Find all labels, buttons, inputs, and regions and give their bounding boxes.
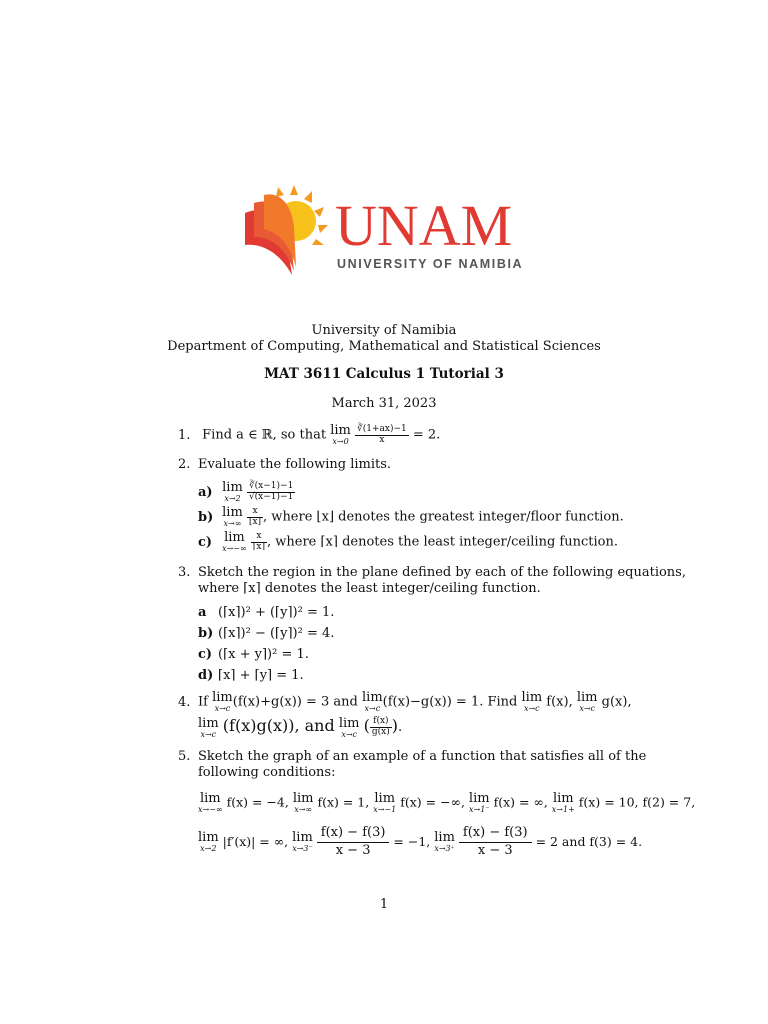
question-1: 1. Find a ∈ ℝ, so that lim x→0 $\frac{∛(1+ax)-1}{x}$ = 2. — [178, 423, 441, 446]
fraction: $\frac{∛(1+ax)-1}{x}$ — [357, 423, 407, 445]
question-3d: d) ⌈x⌉ + ⌈y⌉ = 1. — [198, 668, 304, 683]
question-5: 5. Sketch the graph of an example of a function that satisfies all of the — [178, 749, 647, 764]
question-3c: c) (⌈x + y⌉)² = 1. — [198, 647, 309, 662]
department-name: Department of Computing, Mathematical and Statistical Sciences — [167, 339, 601, 354]
question-5-conditions-row2: lim x→2 |f′(x)| = ∞, lim x→3⁻ $\frac{f(x) - f(3)}{x - 3}$ = −1, lim x→3⁺ $\frac{f(x) - f(3)}{x - 3}$ = 2 and f(3) = 4. — [198, 825, 643, 858]
limit: lim x→0 — [330, 423, 351, 446]
question-5-line2: following conditions: — [198, 765, 336, 780]
tutorial-date: March 31, 2023 — [331, 396, 437, 411]
question-5-conditions-row1: lim x→−∞ f(x) = −4, lim x→∞ f(x) = 1, lim x→−1 f(x) = −∞, lim x→1⁻ f(x) = ∞, lim x→1+ f(x) = 10, f(2) = 7, — [198, 791, 696, 814]
tutorial-title: MAT 3611 Calculus 1 Tutorial 3 — [264, 366, 504, 382]
question-3b: b) (⌈x⌉)² − (⌈y⌉)² = 4. — [198, 626, 335, 641]
question-4: 4. If lim x→c (f(x)+g(x)) = 3 and lim x→c (f(x)−g(x)) = 1. Find lim x→c f(x), lim x→c g(x), — [178, 690, 632, 713]
question-4-line2: lim x→c (f(x)g(x)), and lim x→c ( $\frac{f(x)}{g(x)}$ ). — [198, 715, 403, 739]
page-number: 1 — [379, 897, 389, 912]
question-2c: c) lim x→−∞ $\frac{x}{⌈x⌉}$ , where ⌈x⌉ denotes the least integer/ceiling function. — [198, 530, 618, 553]
question-2: 2. Evaluate the following limits. — [178, 457, 392, 472]
question-3a: a (⌈x⌉)² + (⌈y⌉)² = 1. — [198, 605, 335, 620]
question-2a: a) lim x→2 $\frac{∛(x-1)-1}{√(x-1)-1}$ — [198, 480, 294, 503]
question-2b: b) lim x→∞ $\frac{x}{⌊x⌋}$ , where ⌊x⌋ denotes the greatest integer/floor function. — [198, 505, 624, 528]
logo-subtitle: UNIVERSITY OF NAMIBIA — [337, 257, 524, 271]
logo-wordmark: UNAM — [335, 193, 513, 258]
question-3-line2: where ⌈x⌉ denotes the least integer/ceiling function. — [198, 581, 541, 596]
question-3: 3. Sketch the region in the plane defined by each of the following equations, — [178, 565, 686, 580]
unam-logo — [240, 183, 530, 283]
university-name: University of Namibia — [311, 323, 457, 338]
